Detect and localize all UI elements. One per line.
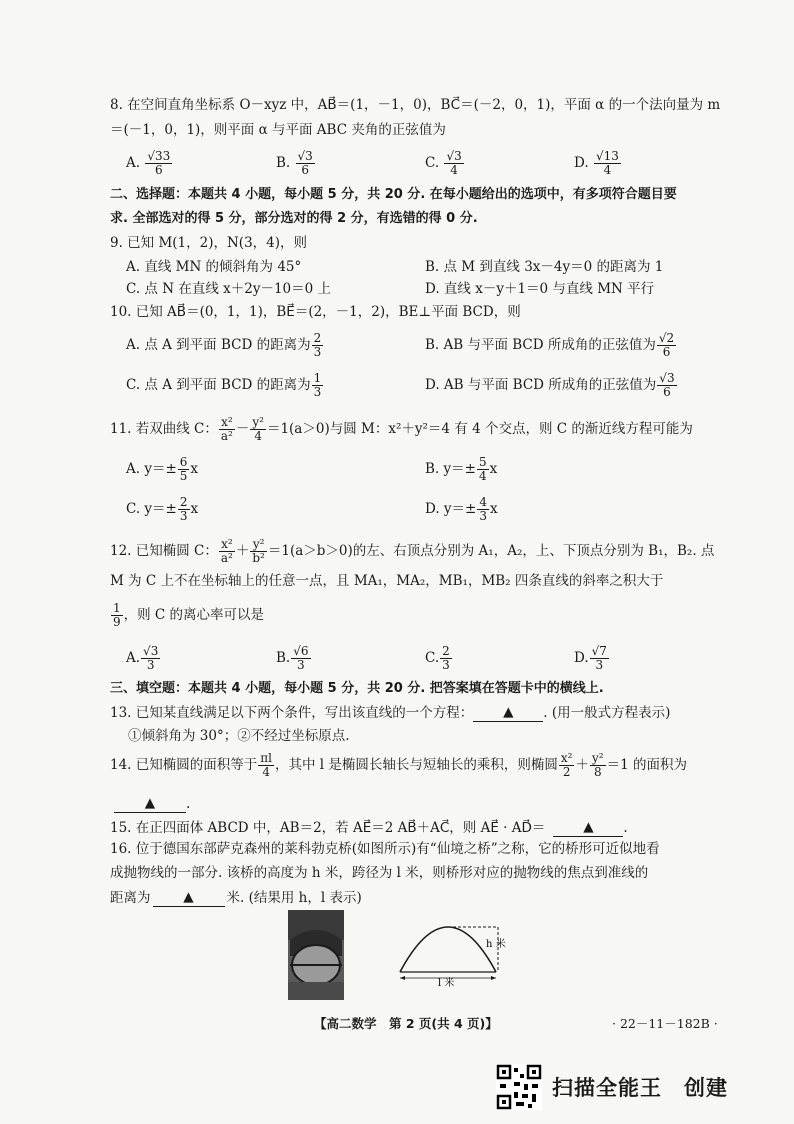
q15-stem: 15. 在正四面体 ABCD 中，AB＝2，若 AE⃗＝2 AB⃗＋AC⃗，则 AE⃗ · AD⃗＝ ▲ . [110, 819, 628, 836]
q14-stem: 14. 已知椭圆的面积等于 $\frac{\pi l}{4}$ ，其中 l 是椭圆长轴长与短轴长的乘积，则椭圆 $\frac{\text{x²}}{2}$ ＋ $\frac{\text{y²}}{8}$ ＝1 的面积为 [110, 751, 687, 779]
q10-stem: 10. 已知 AB⃗＝(0，1，1)，BE⃗＝(2，－1，2)，BE⊥平面 BCD，则 [110, 304, 521, 320]
arrow-right-icon [491, 976, 496, 980]
blank-triangle-icon: ▲ [583, 819, 594, 835]
parabola-bridge-diagram [392, 912, 522, 992]
q11-option-a: A. y＝± $\frac{6}{5}$ x [126, 455, 199, 483]
q13-answer-blank[interactable] [473, 703, 543, 722]
blank-triangle-icon: ▲ [144, 795, 156, 811]
q8-option-d: D. $\frac{√13}{4}$ [574, 149, 619, 177]
q9-stem: 9. 已知 M(1，2)，N(3，4)，则 [110, 235, 308, 251]
page-footer: 【高二数学 第 2 页(共 4 页)】 [314, 1016, 498, 1031]
q12-stem-line2: M 为 C 上不在坐标轴上的任意一点，且 MA₁，MA₂，MB₁，MB₂ 四条直线的斜率之积大于 [110, 573, 664, 589]
span-label: l 米 [438, 978, 455, 989]
q12-stem-line1: 12. 已知椭圆 C： $\frac{\text{x²}}{\text{a²}}$ ＋ $\frac{\text{y²}}{\text{b²}}$ ＝1(a＞b＞0)的左、右顶点分别为 A₁，A₂，上、下顶点分别为 B₁，B₂. 点 [110, 537, 715, 565]
q12-option-a: A. $\frac{√3}{3}$ [126, 644, 159, 672]
q16-answer-blank[interactable] [153, 888, 225, 907]
q11-option-b: B. y＝± $\frac{5}{4}$ x [425, 455, 498, 483]
q11-option-d: D. y＝± $\frac{4}{3}$ x [425, 495, 498, 523]
q8-option-a: A. $\frac{√33}{6}$ [126, 149, 171, 177]
q12-option-c: C. $\frac{2}{3}$ [425, 644, 450, 672]
q10-option-c: C. 点 A 到平面 BCD 的距离为 $\frac{1}{3}$ [126, 371, 322, 399]
q16-stem-line1: 16. 位于德国东部萨克森州的莱科勃克桥(如图所示)有“仙境之桥”之称，它的桥形可近似地看 [110, 841, 660, 857]
bridge-photo [288, 910, 344, 1000]
q8-stem-line2: ＝(－1，0，1)，则平面 α 与平面 ABC 夹角的正弦值为 [110, 122, 446, 138]
q16-stem-line3: 距离为 ▲ 米. (结果用 h，l 表示) [110, 889, 362, 906]
q11-stem: 11. 若双曲线 C： $\frac{\text{x²}}{\text{a²}}$ － $\frac{\text{y²}}{4}$ ＝1(a＞0)与圆 M：x²＋y²＝4 有 4 个交点，则 C 的渐近线方程可能为 [110, 415, 693, 443]
q8-option-b: B. $\frac{√3}{6}$ [276, 149, 313, 177]
q10-option-b: B. AB 与平面 BCD 所成角的正弦值为 $\frac{√2}{6}$ [425, 331, 675, 359]
q9-option-d: D. 直线 x－y＋1＝0 与直线 MN 平行 [425, 281, 655, 297]
q9-option-a: A. 直线 MN 的倾斜角为 45° [126, 259, 302, 275]
q13-conditions: ①倾斜角为 30°；②不经过坐标原点. [128, 728, 350, 744]
q10-option-a: A. 点 A 到平面 BCD 的距离为 $\frac{2}{3}$ [126, 331, 322, 359]
parabola-curve [400, 927, 496, 972]
height-label: h 米 [486, 939, 506, 950]
q10-option-d: D. AB 与平面 BCD 所成角的正弦值为 $\frac{√3}{6}$ [425, 371, 675, 399]
paper-code: · 22－11－182B · [612, 1016, 718, 1031]
q13-stem: 13. 已知某直线满足以下两个条件，写出该直线的一个方程： ▲ . (用一般式方程表示) [110, 704, 671, 721]
q8-option-c: C. $\frac{√3}{4}$ [425, 149, 462, 177]
section2-heading-line1: 二、选择题：本题共 4 小题，每小题 5 分，共 20 分. 在每小题给出的选项中，有多项符合题目要 [110, 187, 677, 202]
q8-stem-line1: 8. 在空间直角坐标系 O－xyz 中，AB⃗＝(1，－1，0)，BC⃗＝(－2，0，1)，平面 α 的一个法向量为 m [110, 97, 721, 113]
q15-answer-blank[interactable] [553, 818, 623, 837]
section2-heading-line2: 求. 全部选对的得 5 分，部分选对的得 2 分，有选错的得 0 分. [110, 211, 478, 226]
q16-stem-line2: 成抛物线的一部分. 该桥的高度为 h 米，跨径为 l 米，则桥形对应的抛物线的焦点到准线的 [110, 865, 649, 881]
q12-stem-line3: $\frac{1}{9}$ ，则 C 的离心率可以是 [113, 601, 265, 629]
arrow-left-icon [400, 976, 405, 980]
q9-option-b: B. 点 M 到直线 3x－4y＝0 的距离为 1 [425, 259, 664, 275]
section3-heading: 三、填空题：本题共 4 小题，每小题 5 分，共 20 分. 把答案填在答题卡中的横线上. [110, 681, 604, 696]
q12-option-d: D. $\frac{√7}{3}$ [574, 644, 607, 672]
scanner-brand: 扫描全能王 创建 [552, 1076, 728, 1100]
qr-code-icon [496, 1064, 542, 1110]
blank-triangle-icon: ▲ [183, 889, 194, 905]
q12-option-b: B. $\frac{√6}{3}$ [276, 644, 309, 672]
q14-answer-line: ▲ . [114, 794, 190, 813]
q9-option-c: C. 点 N 在直线 x＋2y－10＝0 上 [126, 281, 332, 297]
blank-triangle-icon: ▲ [503, 704, 514, 720]
q14-answer-blank[interactable] [114, 794, 186, 813]
q11-option-c: C. y＝± $\frac{2}{3}$ x [126, 495, 199, 523]
